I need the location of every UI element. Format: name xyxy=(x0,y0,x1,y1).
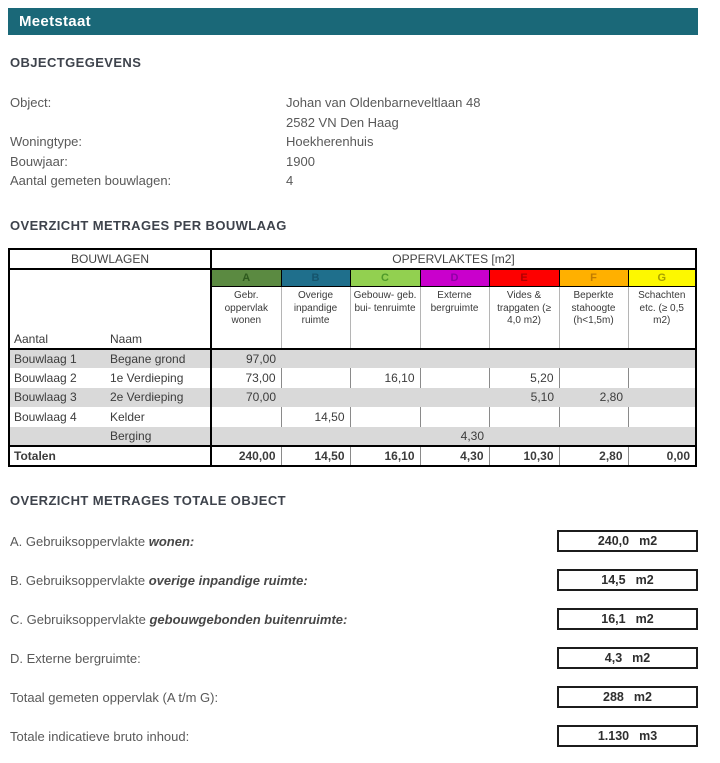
total-unit: m3 xyxy=(639,729,658,743)
table-row xyxy=(9,349,696,369)
row-naam: 2e Verdieping xyxy=(106,388,211,408)
table-group-header xyxy=(9,249,696,269)
cell-value xyxy=(628,407,696,427)
column-letter-f: F xyxy=(559,269,628,287)
table-row xyxy=(9,427,696,447)
total-value: 14,5 xyxy=(601,573,626,587)
total-value-box xyxy=(557,608,698,630)
group-header-oppervlaktes: OPPERVLAKTES [m2] xyxy=(211,249,696,269)
detail-row-bouwlagen xyxy=(10,171,698,191)
detail-label: Aantal gemeten bouwlagen: xyxy=(10,173,172,188)
title-bar xyxy=(8,8,698,35)
row-aantal: Bouwlaag 3 xyxy=(9,388,106,408)
cell-value xyxy=(281,349,350,369)
total-label: C. Gebruiksoppervlakte gebouwgebonden buitenruimte: xyxy=(10,611,348,627)
total-value-box xyxy=(557,686,698,708)
cell-value xyxy=(628,388,696,408)
detail-label: Bouwjaar: xyxy=(10,153,68,169)
detail-row-bouwjaar xyxy=(10,152,698,172)
total-value: 240,0 xyxy=(597,534,630,548)
cell-value xyxy=(559,407,628,427)
totals-value: 10,30 xyxy=(489,446,559,466)
column-letter-c: C xyxy=(350,269,420,287)
cell-value: 70,00 xyxy=(211,388,281,408)
column-letter-d: D xyxy=(420,269,489,287)
cell-value xyxy=(350,388,420,408)
column-description: Gebr. oppervlak wonen xyxy=(211,287,281,349)
column-letter-a: A xyxy=(211,269,281,287)
cell-value: 16,10 xyxy=(350,368,420,388)
total-row-b xyxy=(8,569,698,591)
cell-value xyxy=(420,368,489,388)
cell-value xyxy=(489,349,559,369)
table-row xyxy=(9,368,696,388)
table-row xyxy=(9,407,696,427)
total-value: 16,1 xyxy=(601,612,626,626)
cell-value xyxy=(211,427,281,447)
row-naam: 1e Verdieping xyxy=(110,370,184,385)
column-description: Vides & trapgaten (≥ 4,0 m2) xyxy=(489,287,559,349)
cell-value xyxy=(281,427,350,447)
row-naam: Berging xyxy=(106,427,211,447)
total-value-box xyxy=(557,725,698,747)
cell-value: 5,10 xyxy=(489,388,559,408)
detail-value xyxy=(286,93,698,132)
cell-value xyxy=(489,407,559,427)
section-heading-per-bouwlaag: OVERZICHT METRAGES PER BOUWLAAG xyxy=(10,217,287,233)
column-letter-e: E xyxy=(489,269,559,287)
cell-value: 14,50 xyxy=(281,407,350,427)
detail-label: Object: xyxy=(10,95,52,110)
cell-value xyxy=(420,407,489,427)
detail-value-line: Johan van Oldenbarneveltlaan 48 xyxy=(286,95,481,110)
total-row-a xyxy=(8,530,698,552)
totals-value: 16,10 xyxy=(350,446,420,466)
cell-value xyxy=(350,349,420,369)
column-letter-b: B xyxy=(281,269,350,287)
table-totals-row xyxy=(9,446,696,466)
total-unit: m2 xyxy=(639,534,658,548)
group-header-bouwlagen: BOUWLAGEN xyxy=(9,249,211,269)
cell-value xyxy=(489,427,559,447)
column-description: Externe bergruimte xyxy=(420,287,489,349)
row-naam: Begane grond xyxy=(106,349,211,369)
detail-value-line: Hoekherenhuis xyxy=(286,134,374,149)
total-row-d xyxy=(8,647,698,669)
corner-cell xyxy=(9,269,211,349)
cell-value xyxy=(559,427,628,447)
column-letter-g: G xyxy=(628,269,696,287)
cell-value xyxy=(420,349,489,369)
column-header-aantal: Aantal xyxy=(14,331,49,346)
row-aantal: Bouwlaag 2 xyxy=(14,370,77,385)
cell-value xyxy=(628,368,696,388)
cell-value xyxy=(281,368,350,388)
total-unit: m2 xyxy=(632,651,651,665)
column-header-naam: Naam xyxy=(110,331,143,346)
total-unit: m2 xyxy=(635,573,654,587)
cell-value xyxy=(628,349,696,369)
total-value: 288 xyxy=(603,690,624,704)
detail-row-woningtype xyxy=(10,132,698,152)
totals-label: Totalen xyxy=(9,446,211,466)
total-row-oppervlak xyxy=(8,686,698,708)
cell-value: 97,00 xyxy=(211,349,281,369)
totals-value: 4,30 xyxy=(420,446,489,466)
total-value-box xyxy=(557,647,698,669)
total-label: Totale indicatieve bruto inhoud: xyxy=(10,728,190,744)
cell-value xyxy=(350,427,420,447)
cell-value xyxy=(559,368,628,388)
totals-value: 240,00 xyxy=(211,446,281,466)
detail-value-line: 4 xyxy=(286,173,294,188)
detail-value-line: 2582 VN Den Haag xyxy=(286,114,399,130)
total-value-box xyxy=(557,569,698,591)
total-value: 4,3 xyxy=(604,651,623,665)
total-row-c xyxy=(8,608,698,630)
totals-value: 0,00 xyxy=(628,446,696,466)
cell-value xyxy=(350,407,420,427)
total-unit: m2 xyxy=(635,612,654,626)
totals-value: 2,80 xyxy=(559,446,628,466)
cell-value: 73,00 xyxy=(211,368,281,388)
cell-value: 2,80 xyxy=(559,388,628,408)
total-label: A. Gebruiksoppervlakte wonen: xyxy=(10,533,195,549)
total-row-inhoud xyxy=(8,725,698,747)
column-description: Gebouw- geb. bui- tenruimte xyxy=(350,287,420,349)
row-aantal: Bouwlaag 4 xyxy=(14,409,77,424)
total-unit: m2 xyxy=(633,690,652,704)
cell-value: 4,30 xyxy=(420,427,489,447)
total-label: D. Externe bergruimte: xyxy=(10,650,141,666)
detail-row-object xyxy=(10,93,698,132)
total-label: Totaal gemeten oppervlak (A t/m G): xyxy=(10,689,219,705)
total-value-box xyxy=(557,530,698,552)
row-naam: Kelder xyxy=(110,409,145,424)
table-row xyxy=(9,388,696,408)
cell-value: 5,20 xyxy=(489,368,559,388)
detail-value-line: 1900 xyxy=(286,153,315,169)
object-details xyxy=(8,93,698,191)
cell-value xyxy=(559,349,628,369)
column-description: Beperkte stahoogte (h<1,5m) xyxy=(559,287,628,349)
cell-value xyxy=(628,427,696,447)
cell-value xyxy=(211,407,281,427)
cell-value xyxy=(281,388,350,408)
section-heading-totale-object: OVERZICHT METRAGES TOTALE OBJECT xyxy=(10,493,286,508)
column-description: Schachten etc. (≥ 0,5 m2) xyxy=(628,287,696,349)
document-title: Meetstaat xyxy=(19,13,91,30)
metrages-table xyxy=(8,248,697,468)
cell-value xyxy=(420,388,489,408)
row-aantal xyxy=(9,427,106,447)
total-value: 1.130 xyxy=(597,729,630,743)
total-label: B. Gebruiksoppervlakte overige inpandige ruimte: xyxy=(10,572,308,588)
section-heading-objectgegevens: OBJECTGEGEVENS xyxy=(10,55,142,70)
row-aantal: Bouwlaag 1 xyxy=(9,349,106,369)
table-letter-row xyxy=(9,269,696,287)
totals-value: 14,50 xyxy=(281,446,350,466)
column-description: Overige inpandige ruimte xyxy=(281,287,350,349)
detail-label: Woningtype: xyxy=(10,134,83,149)
